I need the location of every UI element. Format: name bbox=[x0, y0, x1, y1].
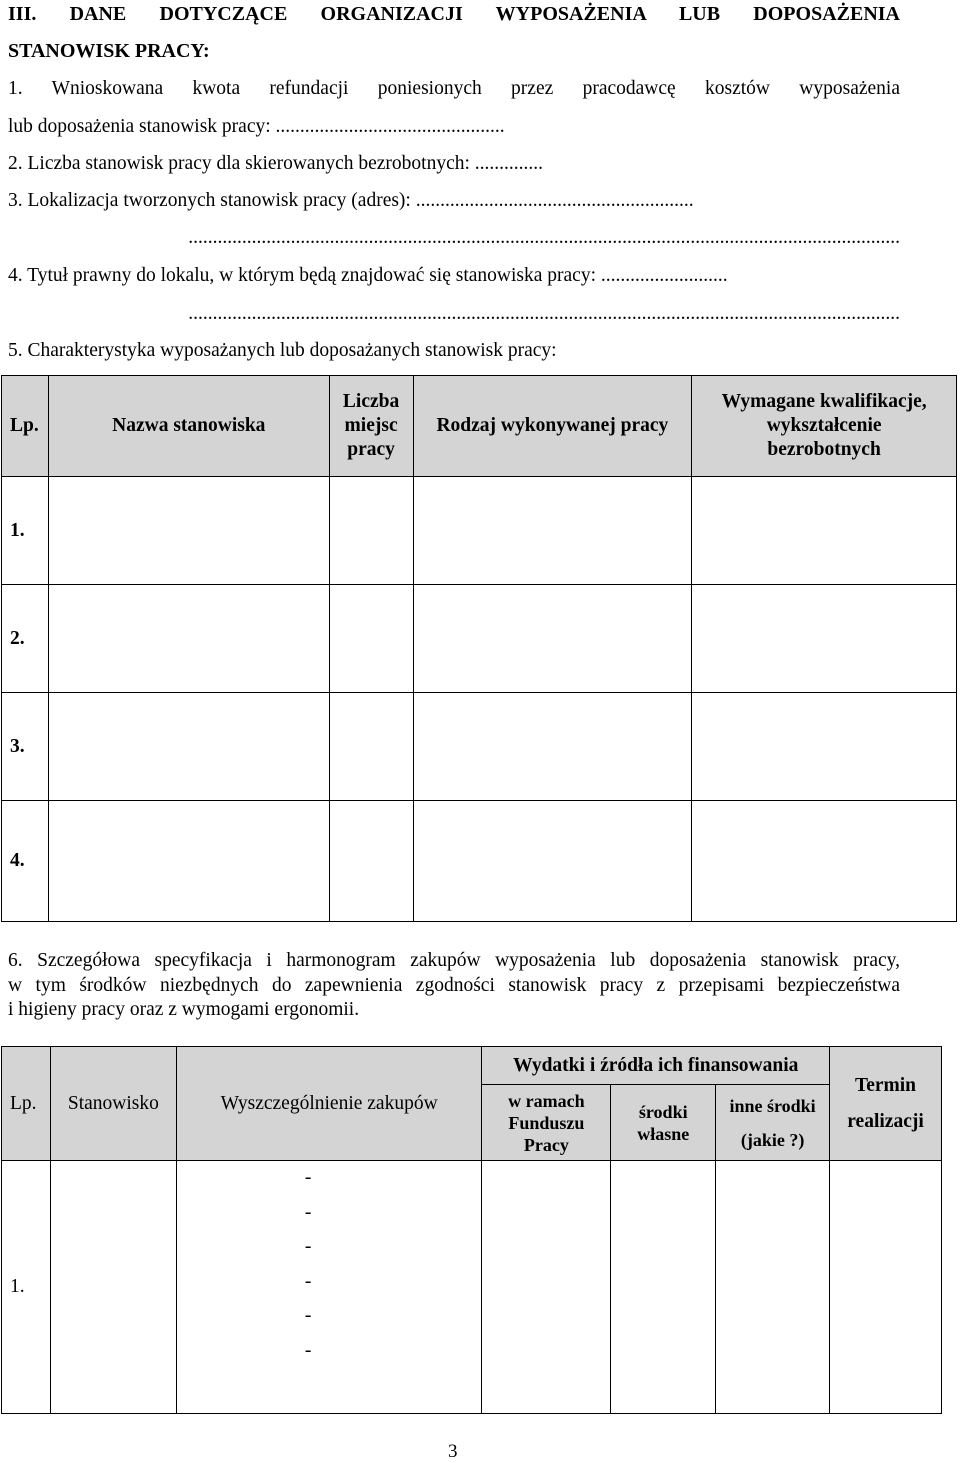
row-lp: 2. bbox=[2, 585, 49, 693]
cell-name[interactable] bbox=[48, 585, 329, 693]
list-item: - bbox=[304, 1339, 312, 1361]
header-count bbox=[329, 376, 413, 477]
cell-count[interactable] bbox=[329, 477, 413, 585]
header-expenses: Wydatki i źródła ich finansowania bbox=[482, 1047, 830, 1085]
table-row bbox=[2, 585, 957, 693]
cell-fund[interactable] bbox=[482, 1161, 611, 1414]
item6-line2: w tym środków niezbędnych do zapewnienia zgodności stanowisk pracy z przepisami bezpieczeństwa bbox=[8, 975, 900, 996]
list-item: - bbox=[304, 1201, 312, 1223]
table-row bbox=[2, 477, 957, 585]
positions-table bbox=[1, 375, 957, 922]
item6-line1: 6. Szczegółowa specyfikacja i harmonogram zakupów wyposażenia lub doposażenia stanowisk pracy, bbox=[8, 950, 900, 971]
item4-continuation: .................................................................................................................................................. bbox=[188, 303, 900, 324]
header-details: Wyszczególnienie zakupów bbox=[176, 1047, 482, 1161]
header-own-line2: własne bbox=[637, 1123, 690, 1144]
header-fund-line2: Funduszu bbox=[508, 1112, 585, 1133]
section-title-line1: III. DANE DOTYCZĄCE ORGANIZACJI WYPOSAŻENIA LUB DOPOSAŻENIA bbox=[8, 3, 900, 25]
list-item: - bbox=[304, 1236, 312, 1257]
item1-line1: 1. Wnioskowana kwota refundacji poniesionych przez pracodawcę kosztów wyposażenia bbox=[8, 78, 900, 99]
row-lp: 1. bbox=[2, 477, 49, 585]
header-count-line3: pracy bbox=[347, 439, 395, 460]
list-item: - bbox=[304, 1167, 312, 1188]
header-requirements bbox=[692, 376, 957, 477]
cell-name[interactable] bbox=[48, 477, 329, 585]
header-count-line1: Liczba bbox=[342, 391, 400, 412]
cell-requirements[interactable] bbox=[692, 693, 957, 801]
cell-term[interactable] bbox=[830, 1161, 942, 1414]
table-row bbox=[2, 801, 957, 922]
cell-name[interactable] bbox=[48, 801, 329, 922]
section-title-line2: STANOWISK PRACY: bbox=[8, 40, 210, 62]
header-own-funds bbox=[611, 1085, 716, 1161]
list-item: - bbox=[304, 1305, 312, 1326]
cell-requirements[interactable] bbox=[692, 477, 957, 585]
item1-line2: lub doposażenia stanowisk pracy: ............................................... bbox=[8, 116, 505, 137]
cell-work-type[interactable] bbox=[413, 801, 692, 922]
cell-details[interactable] bbox=[176, 1161, 482, 1414]
header-own-line1: środki bbox=[638, 1101, 688, 1122]
header-term bbox=[830, 1047, 942, 1161]
header-work-type: Rodzaj wykonywanej pracy bbox=[413, 376, 692, 477]
purchases-header-row1 bbox=[2, 1047, 942, 1085]
positions-table-header bbox=[2, 376, 957, 477]
item3: 3. Lokalizacja tworzonych stanowisk pracy (adres): ......................................................... bbox=[8, 190, 694, 211]
header-other-line2: (jakie ?) bbox=[740, 1129, 805, 1150]
cell-count[interactable] bbox=[329, 693, 413, 801]
item4: 4. Tytuł prawny do lokalu, w którym będą znajdować się stanowiska pracy: .......................... bbox=[8, 265, 728, 286]
cell-requirements[interactable] bbox=[692, 585, 957, 693]
cell-work-type[interactable] bbox=[413, 585, 692, 693]
page-number: 3 bbox=[448, 1441, 458, 1462]
header-position-name: Nazwa stanowiska bbox=[48, 376, 329, 477]
cell-name[interactable] bbox=[48, 693, 329, 801]
header-fund-line1: w ramach bbox=[508, 1090, 585, 1111]
cell-own-funds[interactable] bbox=[611, 1161, 716, 1414]
item3-continuation: .................................................................................................................................................. bbox=[188, 227, 900, 248]
cell-work-type[interactable] bbox=[413, 477, 692, 585]
item5: 5. Charakterystyka wyposażanych lub doposażanych stanowisk pracy: bbox=[8, 340, 557, 361]
header-fund bbox=[482, 1085, 611, 1161]
cell-requirements[interactable] bbox=[692, 801, 957, 922]
list-item: - bbox=[304, 1270, 312, 1292]
table-row bbox=[2, 1161, 942, 1414]
cell-other-funds[interactable] bbox=[716, 1161, 830, 1414]
table-row bbox=[2, 693, 957, 801]
row-lp: 4. bbox=[2, 801, 49, 922]
header-term-line1: Termin bbox=[854, 1074, 917, 1096]
header-lp: Lp. bbox=[2, 376, 49, 477]
header-fund-line3: Pracy bbox=[523, 1134, 569, 1155]
header-count-line2: miejsc bbox=[344, 415, 398, 436]
header-req-line3: bezrobotnych bbox=[767, 439, 881, 460]
header-other-line1: inne środki bbox=[729, 1095, 816, 1116]
row-lp: 3. bbox=[2, 693, 49, 801]
header-req-line2: wykształcenie bbox=[766, 415, 882, 436]
cell-position[interactable] bbox=[50, 1161, 176, 1414]
cell-count[interactable] bbox=[329, 801, 413, 922]
header-term-line2: realizacji bbox=[847, 1110, 924, 1132]
header-other-funds bbox=[716, 1085, 830, 1161]
cell-count[interactable] bbox=[329, 585, 413, 693]
purchases-table bbox=[1, 1046, 942, 1414]
header-lp: Lp. bbox=[2, 1047, 51, 1161]
item6-line3: i higieny pracy oraz z wymogami ergonomii. bbox=[8, 999, 360, 1020]
header-req-line1: Wymagane kwalifikacje, bbox=[721, 391, 927, 412]
cell-work-type[interactable] bbox=[413, 693, 692, 801]
header-position: Stanowisko bbox=[50, 1047, 176, 1161]
details-dash-list bbox=[177, 1161, 482, 1368]
item2: 2. Liczba stanowisk pracy dla skierowanych bezrobotnych: .............. bbox=[8, 153, 544, 174]
row-lp: 1. bbox=[2, 1161, 51, 1414]
